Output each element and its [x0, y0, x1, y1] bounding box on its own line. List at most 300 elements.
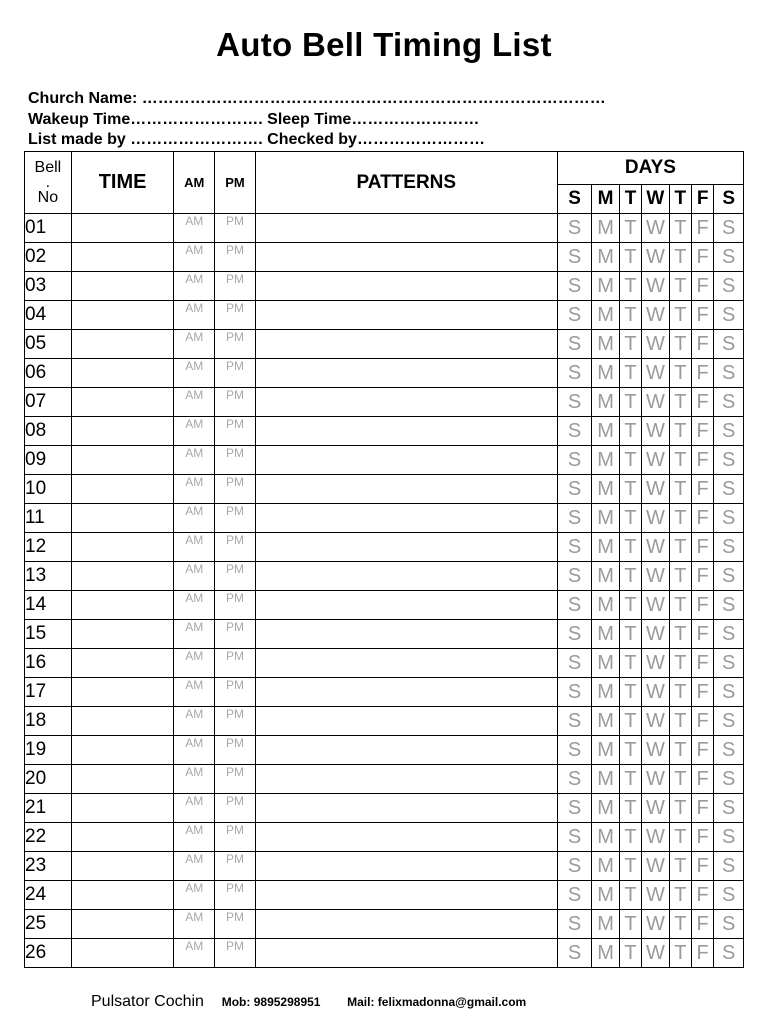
day-option-mon[interactable]: M [592, 736, 619, 765]
am-option[interactable]: AM [174, 417, 215, 446]
am-option[interactable]: AM [174, 794, 215, 823]
day-option-thu[interactable]: T [669, 446, 691, 475]
am-option[interactable]: AM [174, 620, 215, 649]
day-option-thu[interactable]: T [669, 214, 691, 243]
table-row [25, 359, 744, 388]
day-option-wed[interactable]: W [642, 794, 669, 823]
day-option-mon[interactable]: M [592, 214, 619, 243]
day-option-fri[interactable]: F [691, 881, 713, 910]
table-row [25, 707, 744, 736]
day-option-fri[interactable]: F [691, 562, 713, 591]
day-option-fri[interactable]: F [691, 794, 713, 823]
day-option-sat[interactable]: S [714, 649, 744, 678]
pm-option[interactable]: PM [215, 736, 256, 765]
day-option-thu[interactable]: T [669, 736, 691, 765]
day-option-thu[interactable]: T [669, 881, 691, 910]
checked-by-label: Checked by…………………… [267, 131, 485, 148]
day-option-mon[interactable]: M [592, 359, 619, 388]
time-cell[interactable] [71, 620, 174, 649]
am-option[interactable]: AM [174, 678, 215, 707]
day-option-sun[interactable]: S [557, 852, 592, 881]
day-option-mon[interactable]: M [592, 678, 619, 707]
day-option-wed[interactable]: W [642, 591, 669, 620]
am-option[interactable]: AM [174, 214, 215, 243]
day-option-wed[interactable]: W [642, 678, 669, 707]
am-option[interactable]: AM [174, 823, 215, 852]
day-option-tue[interactable]: T [619, 794, 641, 823]
pm-option[interactable]: PM [215, 301, 256, 330]
day-option-sun[interactable]: S [557, 417, 592, 446]
day-option-mon[interactable]: M [592, 533, 619, 562]
day-option-thu[interactable]: T [669, 591, 691, 620]
day-option-thu[interactable]: T [669, 533, 691, 562]
table-row [25, 794, 744, 823]
day-option-thu[interactable]: T [669, 359, 691, 388]
day-option-tue[interactable]: T [619, 504, 641, 533]
time-cell[interactable] [71, 591, 174, 620]
day-option-wed[interactable]: W [642, 359, 669, 388]
day-option-sat[interactable]: S [714, 881, 744, 910]
day-option-tue[interactable]: T [619, 852, 641, 881]
day-option-thu[interactable]: T [669, 678, 691, 707]
day-option-fri[interactable]: F [691, 649, 713, 678]
am-option[interactable]: AM [174, 707, 215, 736]
am-option[interactable]: AM [174, 562, 215, 591]
day-option-tue[interactable]: T [619, 330, 641, 359]
time-cell[interactable] [71, 272, 174, 301]
day-option-tue[interactable]: T [619, 765, 641, 794]
day-option-wed[interactable]: W [642, 475, 669, 504]
pm-option[interactable]: PM [215, 533, 256, 562]
day-option-mon[interactable]: M [592, 330, 619, 359]
day-option-tue[interactable]: T [619, 272, 641, 301]
day-option-fri[interactable]: F [691, 852, 713, 881]
day-option-thu[interactable]: T [669, 794, 691, 823]
day-option-thu[interactable]: T [669, 562, 691, 591]
day-option-fri[interactable]: F [691, 214, 713, 243]
pm-option[interactable]: PM [215, 446, 256, 475]
table-row [25, 446, 744, 475]
day-option-thu[interactable]: T [669, 823, 691, 852]
day-option-wed[interactable]: W [642, 417, 669, 446]
table-row [25, 852, 744, 881]
day-option-fri[interactable]: F [691, 910, 713, 939]
day-option-sat[interactable]: S [714, 620, 744, 649]
am-option[interactable]: AM [174, 591, 215, 620]
day-option-tue[interactable]: T [619, 649, 641, 678]
day-option-thu[interactable]: T [669, 417, 691, 446]
day-option-wed[interactable]: W [642, 562, 669, 591]
time-cell[interactable] [71, 881, 174, 910]
day-option-wed[interactable]: W [642, 823, 669, 852]
pattern-cell[interactable] [255, 649, 557, 678]
day-option-wed[interactable]: W [642, 707, 669, 736]
day-option-sun[interactable]: S [557, 939, 592, 968]
day-option-sun[interactable]: S [557, 475, 592, 504]
bell-number: 16 [25, 649, 72, 678]
pattern-cell[interactable] [255, 794, 557, 823]
pm-option[interactable]: PM [215, 591, 256, 620]
day-option-sun[interactable]: S [557, 533, 592, 562]
pattern-cell[interactable] [255, 765, 557, 794]
day-option-wed[interactable]: W [642, 446, 669, 475]
day-option-mon[interactable]: M [592, 243, 619, 272]
day-option-sat[interactable]: S [714, 707, 744, 736]
day-option-wed[interactable]: W [642, 388, 669, 417]
day-option-mon[interactable]: M [592, 707, 619, 736]
day-option-fri[interactable]: F [691, 678, 713, 707]
pattern-cell[interactable] [255, 620, 557, 649]
day-option-tue[interactable]: T [619, 359, 641, 388]
am-option[interactable]: AM [174, 359, 215, 388]
day-option-fri[interactable]: F [691, 243, 713, 272]
day-option-wed[interactable]: W [642, 736, 669, 765]
am-option[interactable]: AM [174, 446, 215, 475]
time-cell[interactable] [71, 562, 174, 591]
pm-option[interactable]: PM [215, 823, 256, 852]
day-option-fri[interactable]: F [691, 533, 713, 562]
day-option-fri[interactable]: F [691, 707, 713, 736]
day-option-wed[interactable]: W [642, 852, 669, 881]
day-option-sat[interactable]: S [714, 852, 744, 881]
day-option-sat[interactable]: S [714, 388, 744, 417]
day-option-sun[interactable]: S [557, 823, 592, 852]
day-option-fri[interactable]: F [691, 504, 713, 533]
day-option-fri[interactable]: F [691, 620, 713, 649]
day-option-mon[interactable]: M [592, 939, 619, 968]
am-option[interactable]: AM [174, 388, 215, 417]
day-option-sat[interactable]: S [714, 214, 744, 243]
day-option-sun[interactable]: S [557, 620, 592, 649]
pm-option[interactable]: PM [215, 214, 256, 243]
day-option-mon[interactable]: M [592, 504, 619, 533]
time-cell[interactable] [71, 649, 174, 678]
day-option-sun[interactable]: S [557, 243, 592, 272]
day-option-mon[interactable]: M [592, 301, 619, 330]
time-cell[interactable] [71, 707, 174, 736]
day-option-sat[interactable]: S [714, 272, 744, 301]
time-cell[interactable] [71, 417, 174, 446]
day-option-sun[interactable]: S [557, 649, 592, 678]
pattern-cell[interactable] [255, 562, 557, 591]
time-cell[interactable] [71, 794, 174, 823]
day-option-fri[interactable]: F [691, 475, 713, 504]
day-option-tue[interactable]: T [619, 301, 641, 330]
day-option-sat[interactable]: S [714, 910, 744, 939]
pattern-cell[interactable] [255, 823, 557, 852]
day-option-tue[interactable]: T [619, 243, 641, 272]
am-option[interactable]: AM [174, 301, 215, 330]
day-option-tue[interactable]: T [619, 446, 641, 475]
time-cell[interactable] [71, 852, 174, 881]
day-option-sun[interactable]: S [557, 794, 592, 823]
pattern-cell[interactable] [255, 330, 557, 359]
table-row [25, 330, 744, 359]
day-option-sat[interactable]: S [714, 533, 744, 562]
day-option-thu[interactable]: T [669, 301, 691, 330]
day-option-tue[interactable]: T [619, 214, 641, 243]
am-option[interactable]: AM [174, 765, 215, 794]
pm-option[interactable]: PM [215, 272, 256, 301]
time-cell[interactable] [71, 446, 174, 475]
day-option-mon[interactable]: M [592, 446, 619, 475]
day-option-sun[interactable]: S [557, 678, 592, 707]
time-cell[interactable] [71, 910, 174, 939]
day-option-sat[interactable]: S [714, 504, 744, 533]
time-cell[interactable] [71, 504, 174, 533]
am-option[interactable]: AM [174, 881, 215, 910]
day-option-thu[interactable]: T [669, 620, 691, 649]
day-option-wed[interactable]: W [642, 939, 669, 968]
day-option-mon[interactable]: M [592, 417, 619, 446]
pattern-cell[interactable] [255, 591, 557, 620]
pattern-cell[interactable] [255, 707, 557, 736]
day-option-mon[interactable]: M [592, 765, 619, 794]
bell-number: 13 [25, 562, 72, 591]
pattern-cell[interactable] [255, 678, 557, 707]
time-cell[interactable] [71, 823, 174, 852]
day-option-thu[interactable]: T [669, 330, 691, 359]
pattern-cell[interactable] [255, 475, 557, 504]
day-option-wed[interactable]: W [642, 765, 669, 794]
day-option-tue[interactable]: T [619, 910, 641, 939]
time-cell[interactable] [71, 678, 174, 707]
bell-number: 05 [25, 330, 72, 359]
pm-option[interactable]: PM [215, 852, 256, 881]
day-option-tue[interactable]: T [619, 533, 641, 562]
pattern-cell[interactable] [255, 910, 557, 939]
day-option-sun[interactable]: S [557, 359, 592, 388]
pattern-cell[interactable] [255, 417, 557, 446]
time-cell[interactable] [71, 475, 174, 504]
day-option-wed[interactable]: W [642, 272, 669, 301]
am-option[interactable]: AM [174, 475, 215, 504]
day-option-tue[interactable]: T [619, 881, 641, 910]
am-option[interactable]: AM [174, 939, 215, 968]
pm-option[interactable]: PM [215, 678, 256, 707]
pattern-cell[interactable] [255, 504, 557, 533]
time-cell[interactable] [71, 301, 174, 330]
day-option-sat[interactable]: S [714, 475, 744, 504]
day-option-sun[interactable]: S [557, 910, 592, 939]
day-option-wed[interactable]: W [642, 330, 669, 359]
pm-option[interactable]: PM [215, 562, 256, 591]
day-option-wed[interactable]: W [642, 649, 669, 678]
day-option-mon[interactable]: M [592, 910, 619, 939]
pattern-cell[interactable] [255, 736, 557, 765]
day-option-tue[interactable]: T [619, 591, 641, 620]
day-option-wed[interactable]: W [642, 504, 669, 533]
pm-option[interactable]: PM [215, 475, 256, 504]
day-option-fri[interactable]: F [691, 272, 713, 301]
day-option-tue[interactable]: T [619, 707, 641, 736]
bell-number: 19 [25, 736, 72, 765]
pattern-cell[interactable] [255, 301, 557, 330]
time-cell[interactable] [71, 939, 174, 968]
day-option-tue[interactable]: T [619, 823, 641, 852]
pm-option[interactable]: PM [215, 881, 256, 910]
pattern-cell[interactable] [255, 388, 557, 417]
time-cell[interactable] [71, 214, 174, 243]
day-option-thu[interactable]: T [669, 272, 691, 301]
day-option-wed[interactable]: W [642, 881, 669, 910]
pm-option[interactable]: PM [215, 359, 256, 388]
day-option-tue[interactable]: T [619, 620, 641, 649]
am-option[interactable]: AM [174, 533, 215, 562]
day-option-sun[interactable]: S [557, 736, 592, 765]
pm-option[interactable]: PM [215, 910, 256, 939]
day-option-tue[interactable]: T [619, 475, 641, 504]
day-option-thu[interactable]: T [669, 707, 691, 736]
pattern-cell[interactable] [255, 243, 557, 272]
day-option-wed[interactable]: W [642, 620, 669, 649]
day-option-fri[interactable]: F [691, 330, 713, 359]
day-option-wed[interactable]: W [642, 243, 669, 272]
day-option-sat[interactable]: S [714, 417, 744, 446]
day-option-fri[interactable]: F [691, 736, 713, 765]
pm-option[interactable]: PM [215, 417, 256, 446]
day-option-thu[interactable]: T [669, 852, 691, 881]
day-option-sat[interactable]: S [714, 591, 744, 620]
time-cell[interactable] [71, 330, 174, 359]
day-option-thu[interactable]: T [669, 504, 691, 533]
day-option-mon[interactable]: M [592, 591, 619, 620]
day-option-sun[interactable]: S [557, 707, 592, 736]
day-option-tue[interactable]: T [619, 417, 641, 446]
day-option-sat[interactable]: S [714, 243, 744, 272]
pm-option[interactable]: PM [215, 504, 256, 533]
day-option-sun[interactable]: S [557, 301, 592, 330]
day-option-sun[interactable]: S [557, 446, 592, 475]
day-option-tue[interactable]: T [619, 388, 641, 417]
pattern-cell[interactable] [255, 214, 557, 243]
pattern-cell[interactable] [255, 881, 557, 910]
time-cell[interactable] [71, 243, 174, 272]
pm-option[interactable]: PM [215, 649, 256, 678]
day-option-sun[interactable]: S [557, 504, 592, 533]
pm-option[interactable]: PM [215, 243, 256, 272]
day-option-wed[interactable]: W [642, 910, 669, 939]
day-option-fri[interactable]: F [691, 939, 713, 968]
day-option-sat[interactable]: S [714, 359, 744, 388]
day-option-sun[interactable]: S [557, 562, 592, 591]
day-option-mon[interactable]: M [592, 794, 619, 823]
day-option-mon[interactable]: M [592, 475, 619, 504]
pm-option[interactable]: PM [215, 939, 256, 968]
day-option-mon[interactable]: M [592, 620, 619, 649]
day-option-mon[interactable]: M [592, 649, 619, 678]
day-option-sun[interactable]: S [557, 272, 592, 301]
day-option-fri[interactable]: F [691, 301, 713, 330]
pattern-cell[interactable] [255, 852, 557, 881]
day-option-sun[interactable]: S [557, 591, 592, 620]
day-option-thu[interactable]: T [669, 910, 691, 939]
day-option-thu[interactable]: T [669, 939, 691, 968]
day-option-thu[interactable]: T [669, 243, 691, 272]
day-option-fri[interactable]: F [691, 765, 713, 794]
am-option[interactable]: AM [174, 649, 215, 678]
day-option-mon[interactable]: M [592, 852, 619, 881]
day-option-sat[interactable]: S [714, 939, 744, 968]
pm-option[interactable]: PM [215, 765, 256, 794]
time-cell[interactable] [71, 359, 174, 388]
am-option[interactable]: AM [174, 272, 215, 301]
day-option-tue[interactable]: T [619, 678, 641, 707]
day-option-mon[interactable]: M [592, 562, 619, 591]
day-option-mon[interactable]: M [592, 272, 619, 301]
day-option-sun[interactable]: S [557, 881, 592, 910]
day-option-tue[interactable]: T [619, 562, 641, 591]
day-option-mon[interactable]: M [592, 881, 619, 910]
day-option-tue[interactable]: T [619, 939, 641, 968]
am-option[interactable]: AM [174, 736, 215, 765]
day-option-fri[interactable]: F [691, 388, 713, 417]
day-option-wed[interactable]: W [642, 533, 669, 562]
day-option-fri[interactable]: F [691, 446, 713, 475]
am-option[interactable]: AM [174, 243, 215, 272]
day-option-fri[interactable]: F [691, 417, 713, 446]
day-option-fri[interactable]: F [691, 359, 713, 388]
day-option-wed[interactable]: W [642, 214, 669, 243]
pm-option[interactable]: PM [215, 388, 256, 417]
pm-option[interactable]: PM [215, 620, 256, 649]
day-option-sat[interactable]: S [714, 678, 744, 707]
pattern-cell[interactable] [255, 939, 557, 968]
day-option-sun[interactable]: S [557, 765, 592, 794]
am-option[interactable]: AM [174, 330, 215, 359]
day-option-tue[interactable]: T [619, 736, 641, 765]
time-cell[interactable] [71, 736, 174, 765]
am-option[interactable]: AM [174, 504, 215, 533]
time-cell[interactable] [71, 765, 174, 794]
day-option-sat[interactable]: S [714, 736, 744, 765]
time-cell[interactable] [71, 388, 174, 417]
day-option-sat[interactable]: S [714, 823, 744, 852]
pattern-cell[interactable] [255, 272, 557, 301]
table-row [25, 562, 744, 591]
am-option[interactable]: AM [174, 910, 215, 939]
pattern-cell[interactable] [255, 446, 557, 475]
day-option-sun[interactable]: S [557, 330, 592, 359]
day-option-fri[interactable]: F [691, 591, 713, 620]
day-option-sun[interactable]: S [557, 388, 592, 417]
day-option-mon[interactable]: M [592, 388, 619, 417]
day-option-wed[interactable]: W [642, 301, 669, 330]
pm-option[interactable]: PM [215, 794, 256, 823]
day-option-thu[interactable]: T [669, 765, 691, 794]
pattern-cell[interactable] [255, 359, 557, 388]
day-option-sat[interactable]: S [714, 446, 744, 475]
pattern-cell[interactable] [255, 533, 557, 562]
table-row [25, 272, 744, 301]
table-row [25, 823, 744, 852]
day-option-sat[interactable]: S [714, 794, 744, 823]
day-option-fri[interactable]: F [691, 823, 713, 852]
day-option-sat[interactable]: S [714, 301, 744, 330]
day-option-sat[interactable]: S [714, 562, 744, 591]
day-option-sat[interactable]: S [714, 765, 744, 794]
pm-option[interactable]: PM [215, 330, 256, 359]
day-option-sat[interactable]: S [714, 330, 744, 359]
time-cell[interactable] [71, 533, 174, 562]
day-option-thu[interactable]: T [669, 649, 691, 678]
am-option[interactable]: AM [174, 852, 215, 881]
pm-option[interactable]: PM [215, 707, 256, 736]
day-option-sun[interactable]: S [557, 214, 592, 243]
day-option-thu[interactable]: T [669, 475, 691, 504]
day-option-thu[interactable]: T [669, 388, 691, 417]
day-option-mon[interactable]: M [592, 823, 619, 852]
